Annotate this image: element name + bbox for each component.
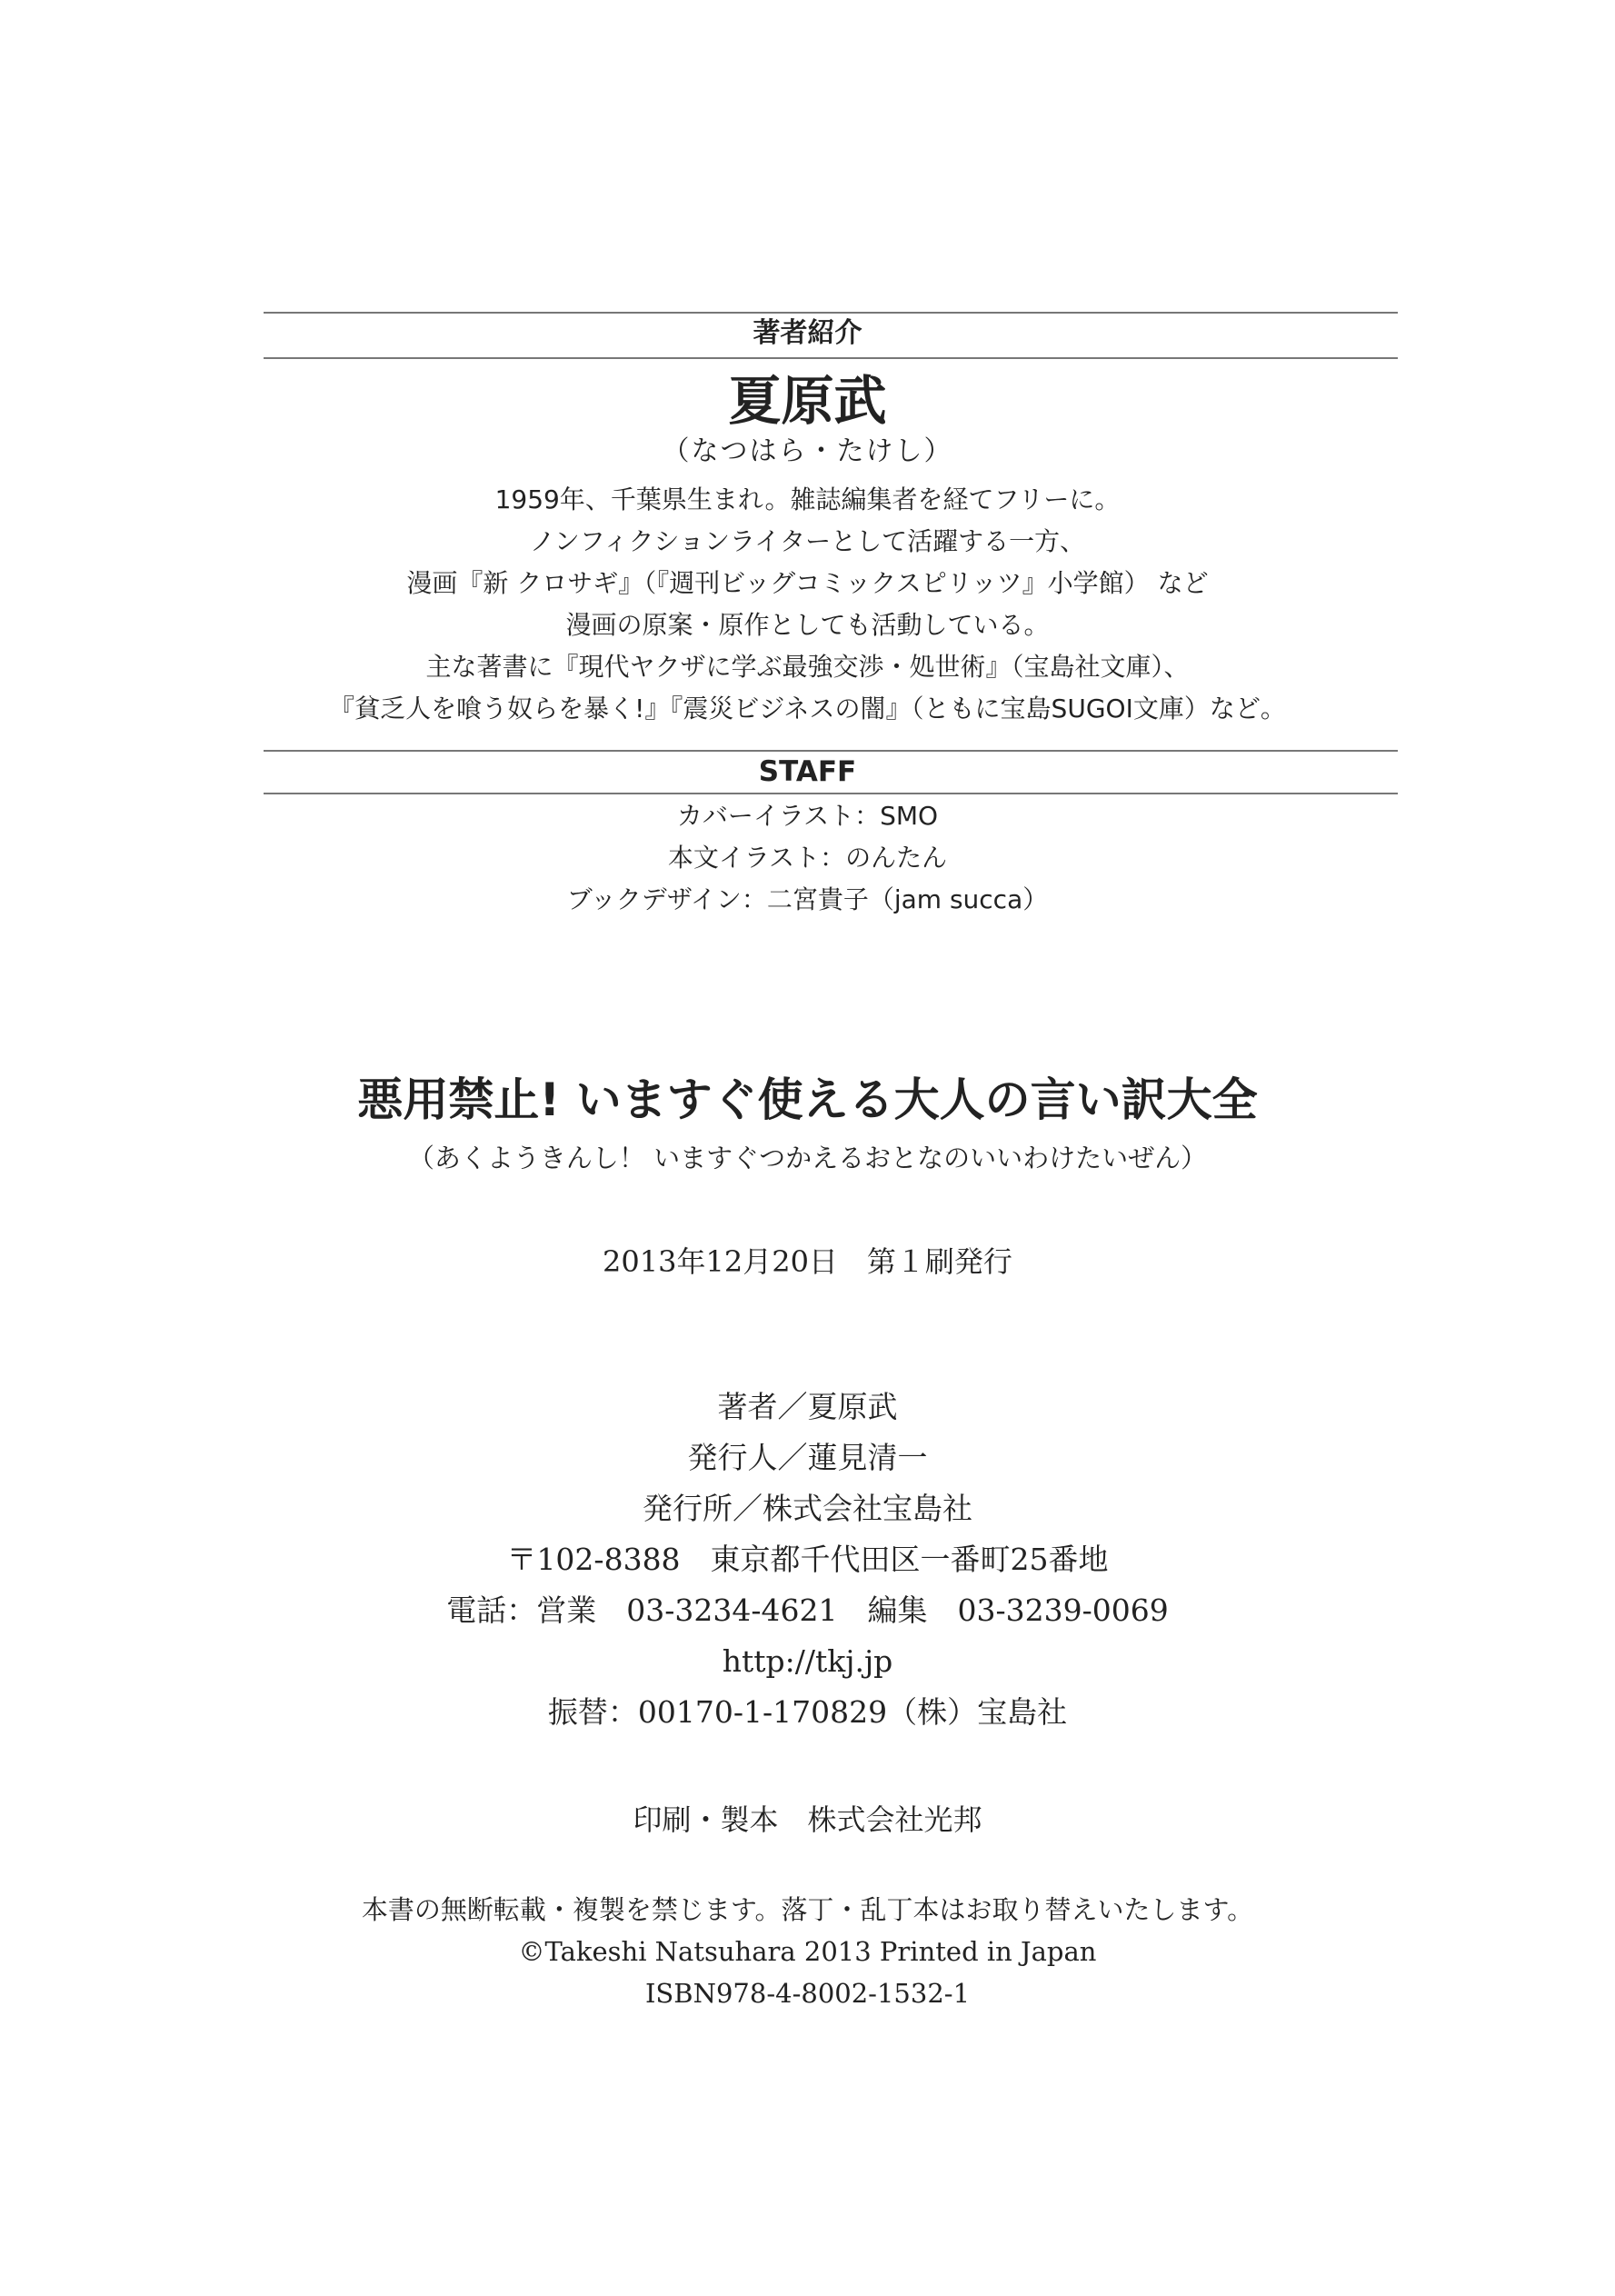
publisher-website: http://tkj.jp — [722, 1643, 893, 1679]
author-heading-top-rule — [264, 312, 1398, 314]
publication-date: 2013年12月20日 第１刷発行 — [603, 1244, 1012, 1279]
author-bio-line: 1959年、千葉県生まれ。雑誌編集者を経てフリーに。 — [494, 484, 1121, 514]
copyright-line: ©Takeshi Natsuhara 2013 Printed in Japan — [518, 1936, 1097, 1967]
author-bio-line: 主な著書に『現代ヤクザに学ぶ最強交渉・処世術』（宝島社文庫）、 — [425, 652, 1190, 682]
colophon-line: 著者／夏原武 — [717, 1389, 898, 1424]
printing-binding: 印刷・製本 株式会社光邦 — [633, 1802, 982, 1837]
isbn: ISBN978-4-8002-1532-1 — [644, 1978, 971, 2009]
staff-section-heading: STAFF — [758, 755, 857, 788]
book-title-reading: （あくようきんし！ いますぐつかえるおとなのいいわけたいぜん） — [407, 1143, 1208, 1173]
publisher-address: 〒102-8388 東京都千代田区一番町25番地 — [506, 1542, 1109, 1577]
publisher-transfer-account: 振替：00170-1-170829（株）宝島社 — [547, 1694, 1068, 1730]
colophon-line: 発行所／株式会社宝島社 — [643, 1491, 972, 1526]
staff-heading-bottom-rule — [264, 793, 1398, 794]
copyright-notice: 本書の無断転載・複製を禁じます。落丁・乱丁本はお取り替えいたします。 — [361, 1894, 1254, 1925]
author-bio-line: 漫画の原案・原作としても活動している。 — [565, 610, 1050, 640]
author-bio-line: 漫画『新 クロサギ』（『週刊ビッグコミックスピリッツ』小学館） など — [406, 568, 1209, 598]
colophon-line: 発行人／蓮見清一 — [687, 1440, 928, 1475]
staff-line: ブックデザイン：二宮貴子（jam succa） — [566, 884, 1049, 914]
author-bio-line: 『貧乏人を喰う奴らを暴く!』『震災ビジネスの闇』（ともに宝島SUGOI文庫）など。 — [329, 694, 1286, 724]
author-heading-bottom-rule — [264, 357, 1398, 359]
author-name-reading: （なつはら・たけし） — [662, 435, 953, 467]
author-section-heading: 著者紹介 — [753, 317, 862, 349]
staff-line: カバーイラスト：SMO — [676, 801, 939, 831]
author-bio-line: ノンフィクションライターとして活躍する一方、 — [529, 526, 1086, 556]
staff-line: 本文イラスト：のんたん — [667, 843, 948, 873]
author-name: 夏原武 — [728, 370, 887, 432]
staff-heading-top-rule — [264, 750, 1398, 752]
publisher-phone: 電話：営業 03-3234-4621 編集 03-3239-0069 — [446, 1592, 1169, 1628]
book-title: 悪用禁止! いますぐ使える大人の言い訳大全 — [357, 1073, 1258, 1126]
